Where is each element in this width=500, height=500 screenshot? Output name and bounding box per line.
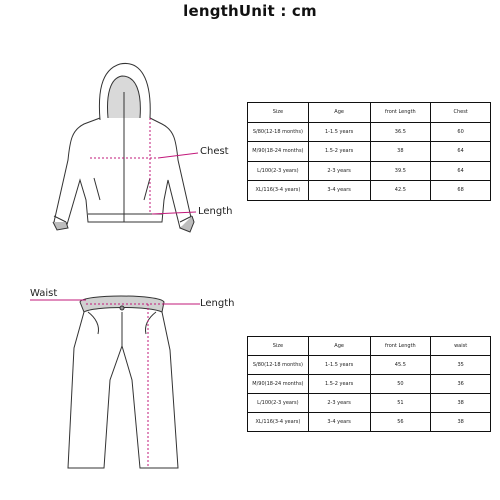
header-cell: front Length [370,103,431,123]
header-cell: Size [248,103,309,123]
pants-size-table [247,336,491,432]
table-row [248,122,491,142]
table-cell: 50 [370,375,431,394]
table-cell: S/80(12-18 months) [248,122,309,142]
table-row [248,375,491,394]
table-row [248,413,491,432]
header-cell: Chest [431,103,491,123]
table-cell: S/80(12-18 months) [248,356,309,375]
table-cell: L/100(2-3 years) [248,394,309,413]
table-cell: 56 [370,413,431,432]
chest-label: Chest [200,146,229,157]
table-cell: 36.5 [370,122,431,142]
table-cell: 64 [431,142,491,162]
waist-label: Waist [30,288,58,299]
header-cell: Age [308,103,370,123]
table-row [248,181,491,201]
table-cell: 1-1.5 years [308,356,370,375]
table-cell: 45.5 [370,356,431,375]
table-cell: 38 [370,142,431,162]
table-cell: 3-4 years [308,413,370,432]
table-cell: 1.5-2 years [308,375,370,394]
hoodie-size-table [247,102,491,201]
table-row [248,394,491,413]
table-row [248,161,491,181]
table-header-row [248,337,491,356]
table-header-row [248,103,491,123]
table-cell: 42.5 [370,181,431,201]
table-cell: 68 [431,181,491,201]
table-cell: 3-4 years [308,181,370,201]
table-cell: 1.5-2 years [308,142,370,162]
header-cell: Age [308,337,370,356]
table-cell: XL/116(3-4 years) [248,413,309,432]
table-cell: 51 [370,394,431,413]
table-cell: 64 [431,161,491,181]
table-row [248,142,491,162]
header-cell: front Length [370,337,431,356]
table-cell: XL/116(3-4 years) [248,181,309,201]
table-cell: M/90(18-24 months) [248,375,309,394]
table-cell: 39.5 [370,161,431,181]
header-cell: Size [248,337,309,356]
table-cell: L/100(2-3 years) [248,161,309,181]
table-cell: 35 [431,356,491,375]
table-cell: 60 [431,122,491,142]
pants-drawing [68,296,178,468]
table-row [248,356,491,375]
table-cell: 38 [431,394,491,413]
table-cell: 38 [431,413,491,432]
pants-length-label: Length [200,298,235,309]
table-cell: 2-3 years [308,394,370,413]
header-cell: waist [431,337,491,356]
table-cell: 36 [431,375,491,394]
hoodie-length-label: Length [198,206,233,217]
pants-measure-lines [30,300,200,468]
page-title: lengthUnit : cm [183,2,317,20]
table-cell: 2-3 years [308,161,370,181]
table-cell: M/90(18-24 months) [248,142,309,162]
table-cell: 1-1.5 years [308,122,370,142]
hoodie-drawing [53,63,194,232]
